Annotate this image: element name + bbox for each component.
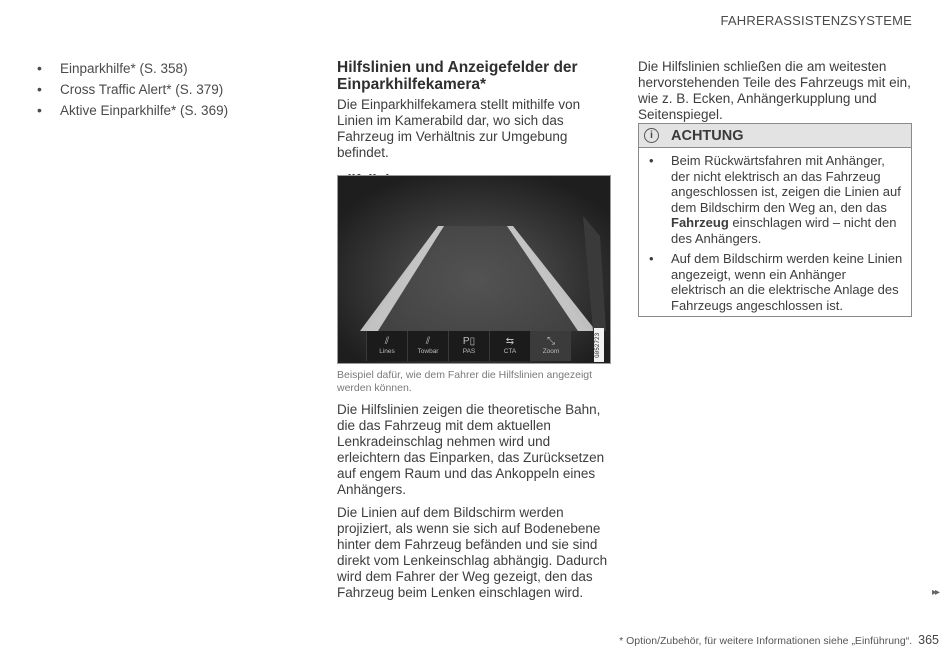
right-column bbox=[638, 59, 912, 123]
middle-body bbox=[337, 402, 613, 601]
image-caption: Beispiel dafür, wie dem Fahrer die Hilfslinien angezeigt werden können. bbox=[337, 369, 593, 394]
paragraph: Die Hilfslinien zeigen die theoretische Bahn, die das Fahrzeug mit dem aktuellen Lenkradeinschlag nehmen wird und erleichtern das Einparken, das Zurücksetzen auf engem Raum und das Ankoppeln eines Anhängers. bbox=[337, 402, 605, 497]
list-item: • Auf dem Bildschirm werden keine Linien angezeigt, wenn ein Anhänger elektrisch an die elektrische Anlage des Fahrzeugs angeschlossen ist. bbox=[649, 251, 903, 313]
intro-paragraph: Die Einparkhilfekamera stellt mithilfe von Linien im Kamerabild dar, wo sich das Fahrzeug im Verhältnis zur Umgebung befindet. bbox=[337, 97, 581, 160]
related-links-list bbox=[37, 58, 297, 121]
zoom-button[interactable]: ⤡ Zoom bbox=[530, 331, 571, 361]
paragraph: Die Hilfslinien schließen die am weitesten hervorstehenden Teile des Fahrzeugs mit ein, wie z. B. Ecken, Anhängerkupplung und Seitenspiegel. bbox=[638, 59, 911, 122]
list-item: • Einparkhilfe* (S. 358) bbox=[37, 58, 297, 79]
footnote: * Option/Zubehör, für weitere Informationen siehe „Einführung“. bbox=[619, 635, 913, 647]
middle-column bbox=[337, 59, 613, 190]
cross-traffic-icon: ⇆ bbox=[505, 336, 515, 347]
pas-button[interactable]: P▯ PAS bbox=[448, 331, 489, 361]
towbar-icon: ⫽ bbox=[425, 336, 431, 347]
section-header: FAHRERASSISTENZSYSTEME bbox=[720, 13, 912, 28]
page-title: Hilfslinien und Anzeigefelder der Einparkhilfekamera* bbox=[337, 59, 578, 93]
info-icon: i bbox=[644, 128, 659, 143]
zoom-icon: ⤡ bbox=[547, 336, 555, 347]
page-footer bbox=[619, 633, 939, 647]
parking-sensor-icon: P▯ bbox=[462, 336, 476, 347]
warning-box bbox=[638, 123, 912, 317]
image-code: G052723 bbox=[594, 328, 604, 362]
lines-button[interactable]: ⫽ Lines bbox=[366, 331, 407, 361]
page-number: 365 bbox=[918, 633, 939, 647]
warning-header bbox=[639, 124, 911, 148]
cta-button[interactable]: ⇆ CTA bbox=[489, 331, 530, 361]
list-item: • Aktive Einparkhilfe* (S. 369) bbox=[37, 100, 297, 121]
paragraph: Die Linien auf dem Bildschirm werden projiziert, als wenn sie sich auf Bodenebene hinter dem Fahrzeug befänden und sie sind direkt vom Lenkeinschlag abhängig. Dadurch wird dem Fahrer der Weg gezeigt, den das Fahrzeug beim Lenken einschlagen wird. bbox=[337, 505, 608, 600]
towbar-button[interactable]: ⫽ Towbar bbox=[407, 331, 448, 361]
list-item: • Beim Rückwärtsfahren mit Anhänger, der nicht elektrisch an das Fahrzeug angeschlossen ist, zeigen die Linien auf dem Bildschirm den Weg an, den das Fahrzeug einschlagen wird – nicht den des Anhängers. bbox=[649, 153, 903, 246]
camera-screen-image bbox=[337, 175, 611, 364]
lines-icon: ⫽ bbox=[384, 336, 390, 347]
continue-arrows: ▸▸ bbox=[931, 587, 938, 598]
warning-title: ACHTUNG bbox=[671, 127, 744, 144]
list-item: • Cross Traffic Alert* (S. 379) bbox=[37, 79, 297, 100]
camera-toolbar bbox=[366, 331, 571, 361]
